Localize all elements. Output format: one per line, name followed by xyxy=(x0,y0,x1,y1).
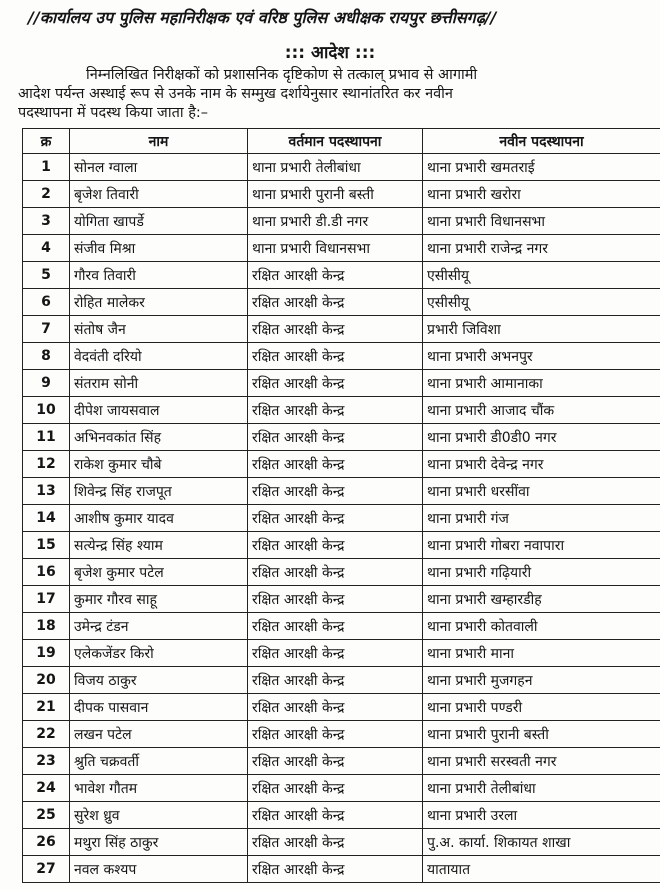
new-posting-cell: थाना प्रभारी खमतराई xyxy=(423,154,660,181)
table-row xyxy=(23,559,660,586)
intro-line: आदेश पर्यन्त अस्थाई रूप से उनके नाम के सम्मुख दर्शायेनुसार स्थानांतरित कर नवीन xyxy=(18,86,453,102)
name-cell: कुमार गौरव साहू xyxy=(70,586,248,613)
new-posting-cell: थाना प्रभारी धरसींवा xyxy=(423,478,660,505)
table-row xyxy=(23,316,660,343)
serial-cell: 4 xyxy=(23,235,70,262)
new-posting-cell: थाना प्रभारी कोतवाली xyxy=(423,613,660,640)
name-cell: संतोष जैन xyxy=(70,316,248,343)
name-cell: योगिता खापर्डे xyxy=(70,208,248,235)
table-body xyxy=(23,154,660,883)
serial-cell: 7 xyxy=(23,316,70,343)
new-posting-cell: थाना प्रभारी आजाद चौंक xyxy=(423,397,660,424)
new-posting-cell: यातायात xyxy=(423,856,660,883)
serial-cell: 8 xyxy=(23,343,70,370)
serial-cell: 20 xyxy=(23,667,70,694)
new-posting-cell: थाना प्रभारी गंज xyxy=(423,505,660,532)
serial-cell: 10 xyxy=(23,397,70,424)
serial-cell: 26 xyxy=(23,829,70,856)
office-title: //कार्यालय उप पुलिस महानिरीक्षक एवं वरिष्ठ पुलिस अधीक्षक रायपुर छत्तीसगढ़// xyxy=(28,8,497,27)
serial-cell: 24 xyxy=(23,775,70,802)
serial-cell: 18 xyxy=(23,613,70,640)
serial-cell: 19 xyxy=(23,640,70,667)
column-header-new-posting: नवीन पदस्थापना xyxy=(423,129,660,154)
table-row xyxy=(23,586,660,613)
new-posting-cell: पु.अ. कार्या. शिकायत शाखा xyxy=(423,829,660,856)
table-header-row xyxy=(23,129,660,154)
new-posting-cell: थाना प्रभारी खरोरा xyxy=(423,181,660,208)
serial-cell: 2 xyxy=(23,181,70,208)
current-posting-cell: रक्षित आरक्षी केन्द्र xyxy=(248,667,423,694)
current-posting-cell: रक्षित आरक्षी केन्द्र xyxy=(248,694,423,721)
current-posting-cell: रक्षित आरक्षी केन्द्र xyxy=(248,802,423,829)
name-cell: आशीष कुमार यादव xyxy=(70,505,248,532)
name-cell: राकेश कुमार चौबे xyxy=(70,451,248,478)
new-posting-cell: थाना प्रभारी माना xyxy=(423,640,660,667)
new-posting-cell: थाना प्रभारी तेलीबांधा xyxy=(423,775,660,802)
table-row xyxy=(23,478,660,505)
name-cell: बृजेश तिवारी xyxy=(70,181,248,208)
table-row xyxy=(23,505,660,532)
name-cell: लखन पटेल xyxy=(70,721,248,748)
serial-cell: 22 xyxy=(23,721,70,748)
table-row xyxy=(23,154,660,181)
table-row xyxy=(23,343,660,370)
current-posting-cell: रक्षित आरक्षी केन्द्र xyxy=(248,721,423,748)
current-posting-cell: रक्षित आरक्षी केन्द्र xyxy=(248,532,423,559)
new-posting-cell: एसीसीयू xyxy=(423,262,660,289)
current-posting-cell: थाना प्रभारी विधानसभा xyxy=(248,235,423,262)
table-row xyxy=(23,613,660,640)
table-row xyxy=(23,532,660,559)
serial-cell: 27 xyxy=(23,856,70,883)
serial-cell: 12 xyxy=(23,451,70,478)
intro-paragraph xyxy=(18,66,658,123)
current-posting-cell: थाना प्रभारी डी.डी नगर xyxy=(248,208,423,235)
new-posting-cell: थाना प्रभारी उरला xyxy=(423,802,660,829)
current-posting-cell: रक्षित आरक्षी केन्द्र xyxy=(248,586,423,613)
serial-cell: 16 xyxy=(23,559,70,586)
new-posting-cell: थाना प्रभारी देवेन्द्र नगर xyxy=(423,451,660,478)
new-posting-cell: थाना प्रभारी अभनपुर xyxy=(423,343,660,370)
table-row xyxy=(23,235,660,262)
new-posting-cell: थाना प्रभारी पुरानी बस्ती xyxy=(423,721,660,748)
column-header-serial: क्र xyxy=(23,129,70,154)
table-row xyxy=(23,640,660,667)
name-cell: वेदवंती दरियो xyxy=(70,343,248,370)
current-posting-cell: रक्षित आरक्षी केन्द्र xyxy=(248,559,423,586)
serial-cell: 25 xyxy=(23,802,70,829)
name-cell: सोनल ग्वाला xyxy=(70,154,248,181)
serial-cell: 14 xyxy=(23,505,70,532)
table-row xyxy=(23,721,660,748)
serial-cell: 6 xyxy=(23,289,70,316)
current-posting-cell: थाना प्रभारी तेलीबांधा xyxy=(248,154,423,181)
column-header-current-posting: वर्तमान पदस्थापना xyxy=(248,129,423,154)
current-posting-cell: रक्षित आरक्षी केन्द्र xyxy=(248,424,423,451)
new-posting-cell: थाना प्रभारी खम्हारडीह xyxy=(423,586,660,613)
current-posting-cell: रक्षित आरक्षी केन्द्र xyxy=(248,289,423,316)
new-posting-cell: थाना प्रभारी मुजगहन xyxy=(423,667,660,694)
name-cell: मथुरा सिंह ठाकुर xyxy=(70,829,248,856)
current-posting-cell: रक्षित आरक्षी केन्द्र xyxy=(248,316,423,343)
name-cell: सत्येन्द्र सिंह श्याम xyxy=(70,532,248,559)
table-row xyxy=(23,694,660,721)
current-posting-cell: रक्षित आरक्षी केन्द्र xyxy=(248,640,423,667)
name-cell: दीपेश जायसवाल xyxy=(70,397,248,424)
serial-cell: 9 xyxy=(23,370,70,397)
table-row xyxy=(23,289,660,316)
serial-cell: 5 xyxy=(23,262,70,289)
table-row xyxy=(23,397,660,424)
order-heading: ::: आदेश ::: xyxy=(284,43,376,63)
serial-cell: 15 xyxy=(23,532,70,559)
name-cell: अभिनवकांत सिंह xyxy=(70,424,248,451)
serial-cell: 13 xyxy=(23,478,70,505)
new-posting-cell: थाना प्रभारी गढ़ियारी xyxy=(423,559,660,586)
table-row xyxy=(23,208,660,235)
table-row xyxy=(23,856,660,883)
table-row xyxy=(23,181,660,208)
table-row xyxy=(23,829,660,856)
name-cell: संतराम सोनी xyxy=(70,370,248,397)
new-posting-cell: थाना प्रभारी राजेन्द्र नगर xyxy=(423,235,660,262)
table-row xyxy=(23,370,660,397)
name-cell: एलेकजेंडर किरो xyxy=(70,640,248,667)
current-posting-cell: रक्षित आरक्षी केन्द्र xyxy=(248,478,423,505)
current-posting-cell: रक्षित आरक्षी केन्द्र xyxy=(248,856,423,883)
name-cell: श्रुति चक्रवर्ती xyxy=(70,748,248,775)
table-row xyxy=(23,262,660,289)
new-posting-cell: एसीसीयू xyxy=(423,289,660,316)
name-cell: शिवेन्द्र सिंह राजपूत xyxy=(70,478,248,505)
transfer-table xyxy=(22,128,660,883)
name-cell: भावेश गौतम xyxy=(70,775,248,802)
new-posting-cell: थाना प्रभारी पण्डरी xyxy=(423,694,660,721)
intro-line: पदस्थापना में पदस्थ किया जाता है:– xyxy=(18,105,209,121)
current-posting-cell: रक्षित आरक्षी केन्द्र xyxy=(248,262,423,289)
column-header-name: नाम xyxy=(70,129,248,154)
current-posting-cell: रक्षित आरक्षी केन्द्र xyxy=(248,451,423,478)
new-posting-cell: थाना प्रभारी गोबरा नवापारा xyxy=(423,532,660,559)
new-posting-cell: थाना प्रभारी डी0डी0 नगर xyxy=(423,424,660,451)
current-posting-cell: रक्षित आरक्षी केन्द्र xyxy=(248,748,423,775)
serial-cell: 17 xyxy=(23,586,70,613)
new-posting-cell: थाना प्रभारी विधानसभा xyxy=(423,208,660,235)
name-cell: संजीव मिश्रा xyxy=(70,235,248,262)
new-posting-cell: थाना प्रभारी सरस्वती नगर xyxy=(423,748,660,775)
table-row xyxy=(23,424,660,451)
name-cell: सुरेश ध्रुव xyxy=(70,802,248,829)
current-posting-cell: रक्षित आरक्षी केन्द्र xyxy=(248,397,423,424)
table-row xyxy=(23,775,660,802)
name-cell: नवल कश्यप xyxy=(70,856,248,883)
intro-line: निम्नलिखित निरीक्षकों को प्रशासनिक दृष्टिकोण से तत्काल् प्रभाव से आगामी xyxy=(86,67,478,83)
name-cell: रोहित मालेकर xyxy=(70,289,248,316)
current-posting-cell: थाना प्रभारी पुरानी बस्ती xyxy=(248,181,423,208)
current-posting-cell: रक्षित आरक्षी केन्द्र xyxy=(248,343,423,370)
name-cell: विजय ठाकुर xyxy=(70,667,248,694)
table-row xyxy=(23,802,660,829)
name-cell: बृजेश कुमार पटेल xyxy=(70,559,248,586)
name-cell: दीपक पासवान xyxy=(70,694,248,721)
table-row xyxy=(23,451,660,478)
current-posting-cell: रक्षित आरक्षी केन्द्र xyxy=(248,829,423,856)
serial-cell: 11 xyxy=(23,424,70,451)
serial-cell: 21 xyxy=(23,694,70,721)
serial-cell: 1 xyxy=(23,154,70,181)
current-posting-cell: रक्षित आरक्षी केन्द्र xyxy=(248,775,423,802)
serial-cell: 23 xyxy=(23,748,70,775)
current-posting-cell: रक्षित आरक्षी केन्द्र xyxy=(248,370,423,397)
name-cell: गौरव तिवारी xyxy=(70,262,248,289)
current-posting-cell: रक्षित आरक्षी केन्द्र xyxy=(248,505,423,532)
table-row xyxy=(23,667,660,694)
new-posting-cell: थाना प्रभारी आमानाका xyxy=(423,370,660,397)
table-row xyxy=(23,748,660,775)
name-cell: उमेन्द्र टंडन xyxy=(70,613,248,640)
new-posting-cell: प्रभारी जिविशा xyxy=(423,316,660,343)
current-posting-cell: रक्षित आरक्षी केन्द्र xyxy=(248,613,423,640)
serial-cell: 3 xyxy=(23,208,70,235)
